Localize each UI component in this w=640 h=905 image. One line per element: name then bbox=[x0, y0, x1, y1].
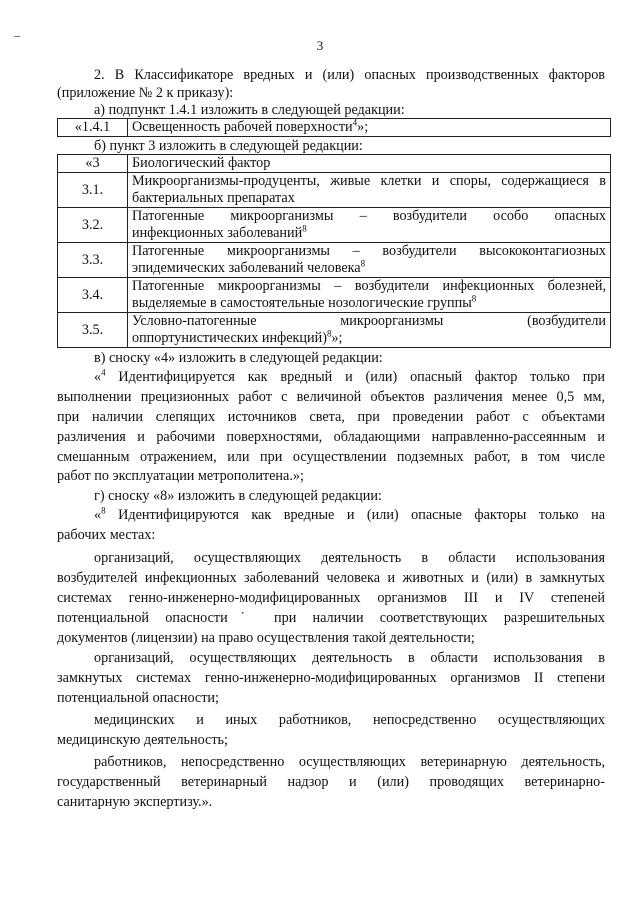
scan-mark bbox=[14, 36, 20, 37]
item-v-line: в) сноску «4» изложить в следующей редакции: bbox=[94, 350, 383, 366]
footnote-4-line-6: работ по эксплуатации метрополитена.»; bbox=[57, 468, 304, 484]
row-text-line-2 bbox=[132, 225, 606, 242]
table-row bbox=[58, 278, 611, 313]
row-text-line-2 bbox=[132, 260, 606, 277]
footnote-number: 4 bbox=[101, 368, 106, 378]
row-text-line-2 bbox=[132, 190, 606, 207]
paragraph-2-line-1: 2. В Классификаторе вредных и (или) опасных производственных факторов bbox=[94, 67, 605, 83]
table-header-row bbox=[58, 155, 611, 173]
footnote-ref: 8 bbox=[302, 223, 307, 234]
row-code: 3.5. bbox=[58, 313, 128, 348]
footnote-4-line-3: при наличии слепящих источников света, при проведении работ с объектами bbox=[57, 409, 605, 425]
item-a-line: а) подпункт 1.4.1 изложить в следующей редакции: bbox=[94, 102, 405, 118]
org-1-line-2: возбудителей инфекционных заболеваний человека и животных и (или) в замкнутых bbox=[57, 570, 605, 586]
table-row bbox=[58, 208, 611, 243]
row-text-line-1: Условно-патогенные микроорганизмы (возбудители bbox=[132, 313, 606, 329]
footnote-4-line-2: выполнении прецизионных работ с величиной объектов различения менее 0,5 мм, bbox=[57, 389, 605, 405]
footnote-8-line-1 bbox=[94, 506, 605, 524]
row-text bbox=[128, 208, 611, 243]
veterinary-line-3: санитарную экспертизу.». bbox=[57, 794, 213, 810]
paragraph-2-line-2: (приложение № 2 к приказу): bbox=[57, 85, 234, 101]
medical-line-2: медицинскую деятельность; bbox=[57, 732, 228, 748]
row-code: 3.2. bbox=[58, 208, 128, 243]
org-2-line-1: организаций, осуществляющих деятельность в области использования в bbox=[94, 650, 605, 666]
footnote-8-line-2: рабочих местах: bbox=[57, 527, 156, 543]
row-text bbox=[128, 119, 611, 137]
footnote-ref: 8 bbox=[326, 328, 332, 339]
org-2-line-2: замкнутых системах генно-инженерно-модифицированных организмов II степени bbox=[57, 670, 605, 686]
item-g-line: г) сноску «8» изложить в следующей редакции: bbox=[94, 488, 382, 504]
table-point-3 bbox=[57, 154, 611, 348]
row-text-line-2-body: бактериальных препаратах bbox=[132, 190, 295, 206]
row-text-line-2-body: инфекционных заболеваний bbox=[132, 225, 303, 241]
row-text bbox=[128, 313, 611, 348]
row-code: 3.3. bbox=[58, 243, 128, 278]
table-row bbox=[58, 119, 611, 137]
row-text-line-2-body: оппортунистических инфекций) bbox=[132, 330, 327, 346]
org-1-line-5: документов (лицензии) на право осуществления такой деятельности; bbox=[57, 630, 475, 646]
veterinary-line-1: работников, непосредственно осуществляющих ветеринарную деятельность, bbox=[94, 754, 605, 770]
row-text-line-1: Патогенные микроорганизмы – возбудители высококонтагиозных bbox=[132, 243, 606, 259]
row-text-line-1: Микроорганизмы-продуценты, живые клетки и споры, содержащиеся в bbox=[132, 173, 606, 189]
footnote-4-line-4: различения и рабочими поверхностями, обладающими направленно-рассеянным и bbox=[57, 429, 605, 445]
footnote-4-line-1 bbox=[94, 368, 605, 386]
org-1-line-1: организаций, осуществляющих деятельность в области использования bbox=[94, 550, 605, 566]
row-text-line-2 bbox=[132, 330, 606, 347]
footnote-ref: 8 bbox=[471, 293, 477, 304]
header-text: Биологический фактор bbox=[128, 155, 611, 173]
footnote-4-line-5: смешанным отражением, или при осуществлении подземных работ, в том числе bbox=[57, 449, 605, 465]
header-code: «3 bbox=[58, 155, 128, 173]
row-code: «1.4.1 bbox=[58, 119, 128, 137]
row-text-tail: »; bbox=[357, 119, 369, 135]
row-text-line-2 bbox=[132, 295, 606, 312]
table-row bbox=[58, 243, 611, 278]
table-row bbox=[58, 173, 611, 208]
row-code: 3.1. bbox=[58, 173, 128, 208]
medical-line-1: медицинских и иных работников, непосредственно осуществляющих bbox=[94, 712, 605, 728]
org-2-line-3: потенциальной опасности; bbox=[57, 690, 219, 706]
table-row bbox=[58, 313, 611, 348]
row-text-line-1: Патогенные микроорганизмы – возбудители особо опасных bbox=[132, 208, 606, 224]
row-text-line-2-body: выделяемые в самостоятельные нозологические группы bbox=[132, 295, 472, 311]
org-1-line-4: потенциальной опасности˙ при наличии соответствующих разрешительных bbox=[57, 610, 605, 626]
org-1-line-3: системах генно-инженерно-модифицированных организмов III и IV степеней bbox=[57, 590, 605, 606]
footnote-8-line-1-text: Идентифицируются как вредные и (или) опасные факторы только на bbox=[105, 507, 605, 523]
row-text-tail: »; bbox=[331, 330, 343, 346]
row-text bbox=[128, 278, 611, 313]
footnote-ref: 8 bbox=[360, 258, 366, 269]
item-b-line: б) пункт 3 изложить в следующей редакции: bbox=[94, 138, 363, 154]
row-text-line-1: Патогенные микроорганизмы – возбудители инфекционных болезней, bbox=[132, 278, 606, 294]
quote-open: « bbox=[94, 507, 102, 523]
row-code: 3.4. bbox=[58, 278, 128, 313]
row-text-body: Освещенность рабочей поверхности bbox=[132, 119, 353, 135]
quote-open: « bbox=[94, 369, 102, 385]
footnote-4-line-1-text: Идентифицируется как вредный и (или) опасный фактор только при bbox=[105, 369, 605, 385]
row-text bbox=[128, 173, 611, 208]
page-number: 3 bbox=[316, 38, 324, 53]
row-text-line-2-body: эпидемических заболеваний человека bbox=[132, 260, 361, 276]
footnote-ref: 4 bbox=[352, 118, 358, 128]
footnote-number: 8 bbox=[101, 506, 106, 516]
table-subitem-1-4-1 bbox=[57, 118, 611, 137]
veterinary-line-2: государственный ветеринарный надзор и (или) проводящих ветеринарно- bbox=[57, 774, 605, 790]
row-text bbox=[128, 243, 611, 278]
